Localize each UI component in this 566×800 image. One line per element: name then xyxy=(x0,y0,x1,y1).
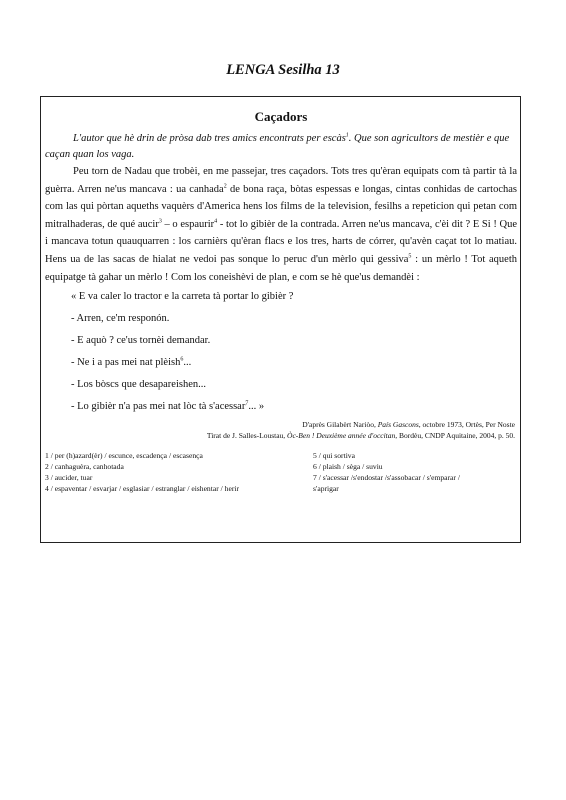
dialogue-text-after: ... xyxy=(183,357,192,369)
dialogue-line xyxy=(45,396,517,418)
text-title: Caçadors xyxy=(254,109,308,124)
footnote: 4 / espaventar / esvarjar / esglasiar / estranglar / eishentar / herir xyxy=(45,484,239,494)
dialogue-text: - Ne i a pas mei nat plèish xyxy=(71,357,181,369)
footnote-ref-2: 2 xyxy=(223,183,227,190)
body-part-3: – o espaurir xyxy=(161,218,215,230)
intro-text: L'autor que hè drin de pròsa dab tres amics encontrats per escàs xyxy=(73,133,346,144)
footnote: 3 / aucider, tuar xyxy=(45,473,93,483)
footnote: 5 / qui sortiva xyxy=(313,451,355,461)
text-content xyxy=(45,109,517,494)
footnotes xyxy=(45,450,517,494)
source-line-2 xyxy=(45,430,515,441)
footnote-ref-7: 7 xyxy=(245,400,249,407)
body-part-1: Peu torn de Nadau que trobèi, en me passejar, tres caçadors. Tots tres qu'èran equipats com tà partir tà la guèrra. Arren ne'us mancava : ua canhada xyxy=(45,166,517,195)
dialogue-line: - Arren, ce'm responón. xyxy=(71,313,170,325)
footnote: 2 / canhaguèra, canhotada xyxy=(45,462,124,472)
footnote-ref-5: 5 xyxy=(408,253,412,260)
source-citation xyxy=(45,419,517,441)
dialogue-line: « E va caler lo tractor e la carreta tà portar lo gibièr ? xyxy=(71,291,294,303)
footnotes-right-column xyxy=(313,450,517,494)
footnote: s'aprigar xyxy=(313,484,339,494)
text-frame xyxy=(40,96,521,543)
footnote: 7 / s'acessar /s'endostar /s'assobacar / s'emparar / xyxy=(313,473,460,483)
source-title: Òc-Ben ! Deuxième année d'occitan xyxy=(287,431,396,441)
source-suffix: , Bordèu, CNDP Aquitaine, 2004, p. 50. xyxy=(395,431,515,441)
footnote-ref-1: 1 xyxy=(345,132,349,139)
footnote: 1 / per (h)azard(èr) / escunce, escadença / escasença xyxy=(45,451,203,461)
footnote-ref-6: 6 xyxy=(180,356,184,363)
source-prefix: D'après Gilabèrt Nariòo, xyxy=(302,420,378,430)
source-suffix: , octobre 1973, Ortès, Per Noste xyxy=(418,420,515,430)
footnote-ref-3: 3 xyxy=(158,218,162,225)
dialogue xyxy=(45,286,517,418)
body-part-2: de bona raça, bòtas espessas e longas, cintas conhidas de cartochas com las qui pòrtan aqueths vaquèrs d'America hens los films de la television, fesilhs a repeticion qui petan com mitralhaderas, de qué aucir xyxy=(45,183,518,230)
body-part-4: - tot lo gibièr de la contrada. Arren ne'us mancava, c'èi dit ? E Si ! Que i mancava totun quauquarren : los carnièrs qu'èran flacs e los tres, harts de córrer, qu'avèn caçat tot lo matiau. Hens ua de las sacas de hialat ne vedoi pas sonque lo peruc d'un mèrlo qui gessiva xyxy=(45,218,517,265)
dialogue-text: - Lo gibièr n'a pas mei nat lòc tà s'acessar xyxy=(71,401,246,413)
body-paragraph xyxy=(45,163,517,286)
source-prefix: Tirat de J. Salles-Loustau, xyxy=(206,431,288,441)
source-title: País Gascons xyxy=(377,420,419,430)
dialogue-line: - E aquò ? ce'us tornèi demandar. xyxy=(71,335,211,347)
intro-text-after: . Que son agricultors de mestièr e que caçan quan los vaga. xyxy=(45,133,510,160)
dialogue-line: - Los bòscs que desapareishen... xyxy=(71,379,207,391)
source-line-1 xyxy=(45,419,515,430)
footnote-ref-4: 4 xyxy=(214,218,218,225)
page-title: LENGA Sesilha 13 xyxy=(226,62,340,78)
footnote: 6 / plaish / sèga / suviu xyxy=(313,462,383,472)
dialogue-line xyxy=(45,352,517,374)
footnotes-left-column xyxy=(45,450,313,494)
intro-paragraph xyxy=(45,131,517,162)
body-part-5: : un mèrlo ! Tot aqueth equipatge tà gahar un mèrlo ! Com los coneishèvi de plan, e com se hè que'us demandèi : xyxy=(45,253,517,283)
dialogue-text-after: ... » xyxy=(248,401,265,413)
